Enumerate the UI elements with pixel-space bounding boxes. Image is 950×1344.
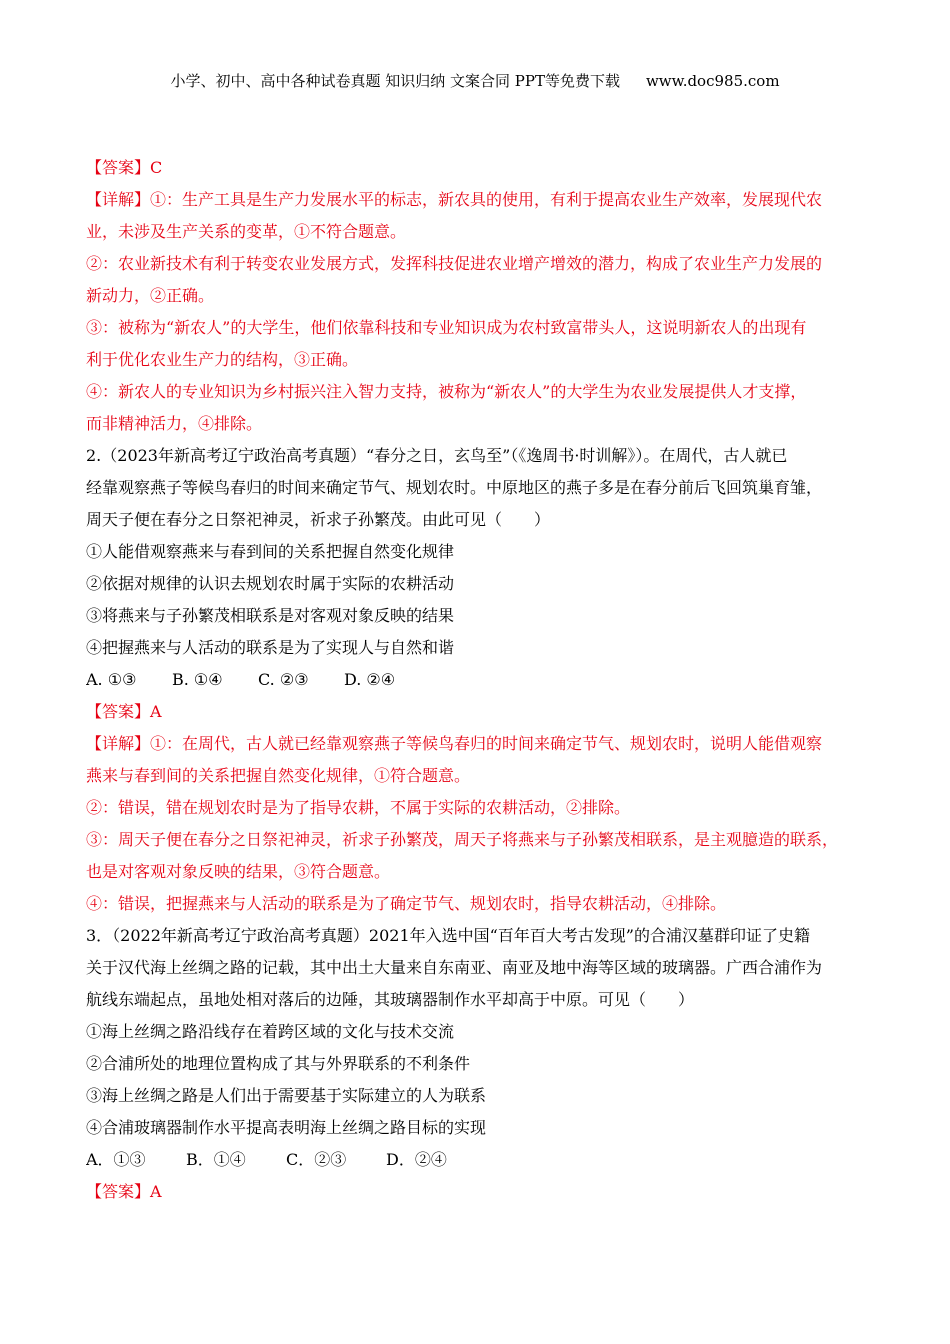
q1-detail-line: 业，未涉及生产关系的变革，①不符合题意。: [86, 222, 407, 241]
q3-stem-line: 航线东端起点，虽地处相对落后的边陲，其玻璃器制作水平却高于中原。可见（ ）: [86, 990, 695, 1009]
q2-answer: 【答案】A: [86, 702, 162, 721]
q3-statement: ②合浦所处的地理位置构成了其与外界联系的不利条件: [86, 1054, 471, 1073]
q1-detail-line: 新动力，②正确。: [86, 286, 215, 305]
document-body: [86, 152, 866, 1208]
q2-stem-line: 周天子便在春分之日祭祀神灵，祈求子孙繁茂。由此可见（ ）: [86, 510, 551, 529]
q1-detail-line: 而非精神活力，④排除。: [86, 414, 263, 433]
q1-detail-line: ③：被称为“新农人”的大学生，他们依靠科技和专业知识成为农村致富带头人，这说明新农人的出现有: [86, 318, 807, 337]
q2-detail-line: ④：错误，把握燕来与人活动的联系是为了确定节气、规划农时，指导农耕活动，④排除。: [86, 894, 727, 913]
q3-statement: ③海上丝绸之路是人们出于需要基于实际建立的人为联系: [86, 1086, 487, 1105]
q2-stem-line: 经靠观察燕子等候鸟春归的时间来确定节气、规划农时。中原地区的燕子多是在春分前后飞回筑巢育雏，: [86, 478, 823, 497]
q2-statement: ④把握燕来与人活动的联系是为了实现人与自然和谐: [86, 638, 455, 657]
q3-option-b: B．①④: [186, 1150, 246, 1169]
q1-answer: 【答案】C: [86, 158, 163, 177]
q2-stem-line: 2.（2023年新高考辽宁政治高考真题）“春分之日，玄鸟至”（《逸周书·时训解》）。在周代，古人就已: [86, 446, 788, 465]
header-text: 小学、初中、高中各种试卷真题 知识归纳 文案合同 PPT等免费下载: [170, 72, 620, 90]
header-site-link[interactable]: www.doc985.com: [645, 72, 780, 90]
q2-detail-line: 【详解】①：在周代，古人就已经靠观察燕子等候鸟春归的时间来确定节气、规划农时，说明人能借观察: [86, 734, 823, 753]
q2-option-b: B. ①④: [172, 670, 223, 689]
q2-detail-line: 也是对客观对象反映的结果，③符合题意。: [86, 862, 391, 881]
q1-detail-line: 利于优化农业生产力的结构，③正确。: [86, 350, 359, 369]
q2-option-c: C. ②③: [258, 670, 309, 689]
q1-detail-line: ②：农业新技术有利于转变农业发展方式，发挥科技促进农业增产增效的潜力，构成了农业生产力发展的: [86, 254, 823, 273]
q1-detail-line: 【详解】①：生产工具是生产力发展水平的标志，新农具的使用，有利于提高农业生产效率，发展现代农: [86, 190, 823, 209]
q2-detail-line: ③：周天子便在春分之日祭祀神灵，祈求子孙繁茂，周天子将燕来与子孙繁茂相联系，是主观臆造的联系，: [86, 830, 839, 849]
q3-answer: 【答案】A: [86, 1182, 162, 1201]
q3-statement: ①海上丝绸之路沿线存在着跨区域的文化与技术交流: [86, 1022, 455, 1041]
q2-option-a: A. ①③: [86, 670, 137, 689]
q3-option-d: D．②④: [386, 1150, 447, 1169]
q2-statement: ①人能借观察燕来与春到间的关系把握自然变化规律: [86, 542, 455, 561]
q2-statement: ③将燕来与子孙繁茂相联系是对客观对象反映的结果: [86, 606, 455, 625]
q3-option-c: C．②③: [286, 1150, 347, 1169]
q3-options: [86, 1144, 866, 1176]
q2-detail-line: 燕来与春到间的关系把握自然变化规律，①符合题意。: [86, 766, 471, 785]
page-header: [0, 70, 950, 91]
q1-detail-line: ④：新农人的专业知识为乡村振兴注入智力支持，被称为“新农人”的大学生为农业发展提供人才支撑，: [86, 382, 807, 401]
q2-options: [86, 664, 866, 696]
q3-stem-line: 关于汉代海上丝绸之路的记载，其中出土大量来自东南亚、南亚及地中海等区域的玻璃器。广西合浦作为: [86, 958, 823, 977]
q2-option-d: D. ②④: [344, 670, 396, 689]
q2-detail-line: ②：错误，错在规划农时是为了指导农耕，不属于实际的农耕活动，②排除。: [86, 798, 631, 817]
q3-stem-line: 3．（2022年新高考辽宁政治高考真题）2021年入选中国“百年百大考古发现”的合浦汉墓群印证了史籍: [86, 926, 810, 945]
q3-option-a: A．①③: [86, 1150, 146, 1169]
q2-statement: ②依据对规律的认识去规划农时属于实际的农耕活动: [86, 574, 455, 593]
q3-statement: ④合浦玻璃器制作水平提高表明海上丝绸之路目标的实现: [86, 1118, 487, 1137]
